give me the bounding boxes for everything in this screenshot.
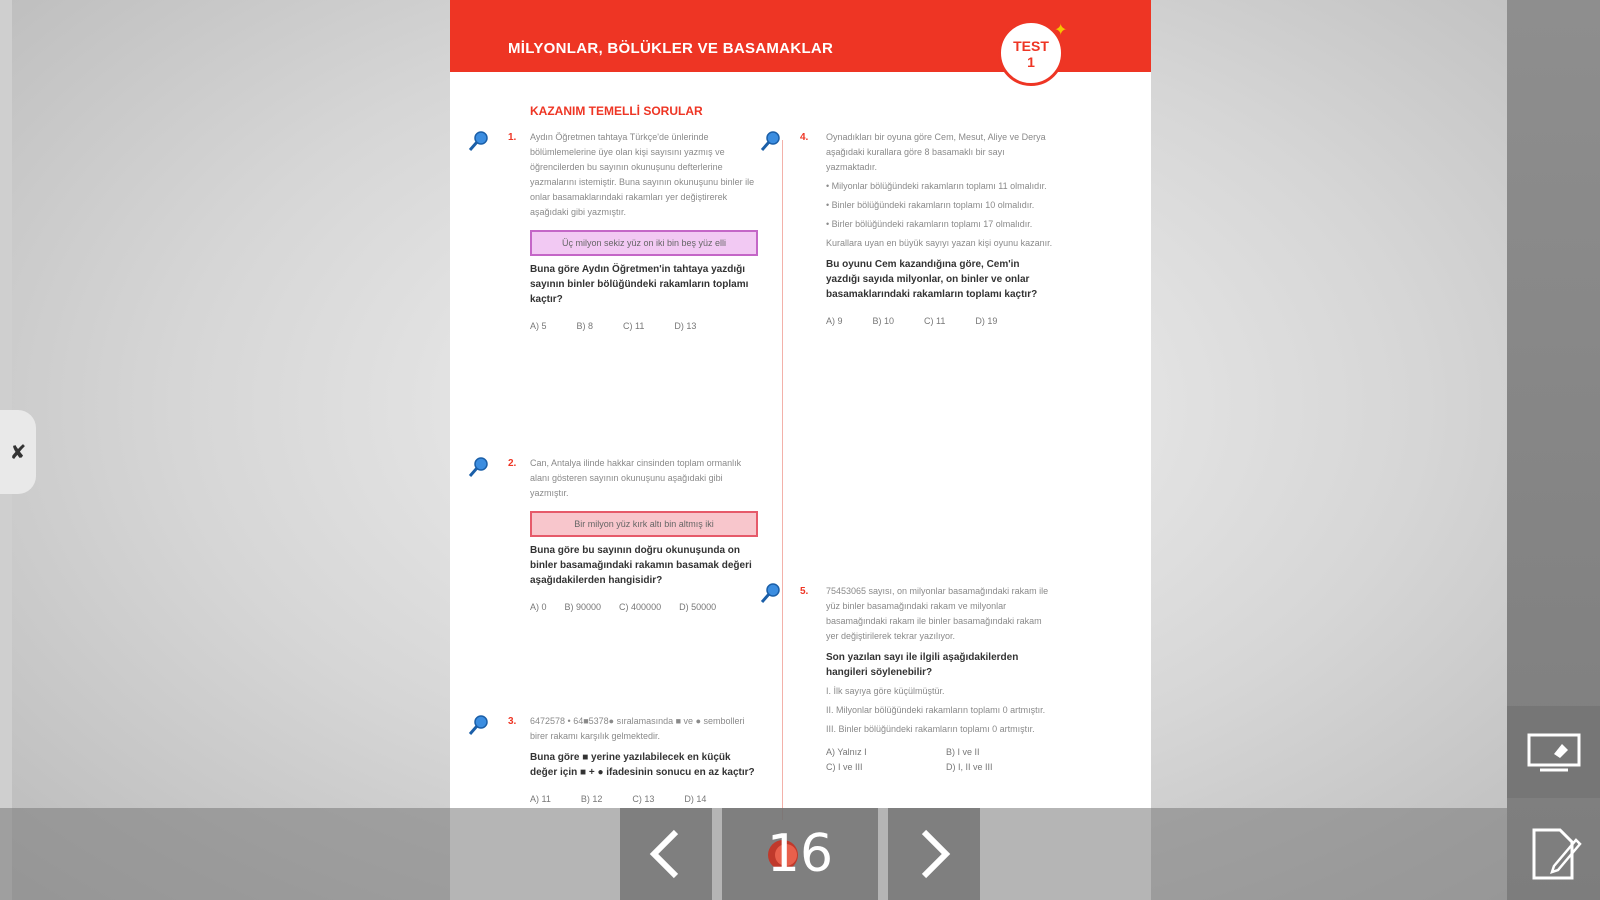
option-d[interactable]: D) I, II ve III	[946, 762, 993, 772]
question-box: Üç milyon sekiz yüz on iki bin beş yüz elli	[530, 230, 758, 256]
option-b[interactable]: B) 8	[576, 321, 594, 331]
answer-options	[826, 314, 1054, 329]
test-badge-number: 1	[1027, 54, 1035, 70]
prev-page-button[interactable]	[620, 808, 712, 900]
question-text: Can, Antalya ilinde hakkar cinsinden toplam ormanlık alanı gösteren sayının okunuşunu aşağıdaki gibi yazmıştır.	[530, 458, 742, 498]
option-c[interactable]: C) 400000	[619, 602, 662, 612]
option-c[interactable]: C) 13	[632, 794, 655, 804]
page-number-display[interactable]	[722, 808, 878, 900]
notes-button[interactable]	[1507, 808, 1600, 900]
option-b[interactable]: B) 90000	[564, 602, 602, 612]
option-b[interactable]: B) I ve II	[946, 747, 980, 757]
question-prompt: Buna göre Aydın Öğretmen'in tahtaya yazdığı sayının binler bölüğündeki rakamların toplamı kaçtır?	[530, 264, 749, 305]
question-2	[530, 456, 758, 615]
screen-mode-button[interactable]	[1507, 706, 1600, 798]
question-box: Bir milyon yüz kırk altı bin altmış iki	[530, 511, 758, 537]
option-c[interactable]: C) 11	[623, 321, 645, 331]
question-number: 4.	[800, 132, 809, 143]
answer-options	[826, 745, 1054, 775]
question-number: 3.	[508, 716, 517, 727]
answer-options	[530, 319, 758, 334]
question-number: 1.	[508, 132, 517, 143]
rule-bullet: • Binler bölüğündeki rakamların toplamı 10 olmalıdır.	[826, 200, 1035, 210]
chevron-left-icon	[646, 828, 686, 880]
question-prompt: Buna göre ■ yerine yazılabilecek en küçük değer için ■ + ● ifadesinin sonucu en az kaçtır?	[530, 752, 755, 778]
option-a[interactable]: A) 0	[530, 602, 547, 612]
column-divider	[782, 140, 783, 820]
option-c[interactable]: C) I ve III	[826, 762, 863, 772]
question-text: 6472578 • 64■5378● sıralamasında ■ ve ● sembolleri birer rakamı karşılık gelmektedir.	[530, 716, 745, 741]
question-3	[530, 714, 758, 807]
option-d[interactable]: D) 14	[684, 794, 707, 804]
test-badge-label: TEST	[1013, 38, 1049, 54]
chevron-right-icon	[914, 828, 954, 880]
spark-icon: ✦	[1054, 22, 1068, 39]
rule-bullet: • Birler bölüğündeki rakamların toplamı 17 olmalıdır.	[826, 219, 1033, 229]
question-number: 5.	[800, 586, 809, 597]
book-page	[450, 0, 1151, 900]
statement-item: II. Milyonlar bölüğündeki rakamların toplamı 0 artmıştır.	[826, 705, 1046, 715]
question-prompt: Buna göre bu sayının doğru okunuşunda on binler basamağındaki rakamın basamak değeri aşağıdakilerden hangisidir?	[530, 545, 752, 586]
magnifier-icon[interactable]	[760, 130, 782, 152]
statement-item: I. İlk sayıya göre küçülmüştür.	[826, 686, 945, 696]
option-b[interactable]: B) 12	[580, 794, 603, 804]
option-d[interactable]: D) 50000	[679, 602, 717, 612]
banner-title: MİLYONLAR, BÖLÜKLER VE BASAMAKLAR	[508, 40, 834, 57]
question-prompt: Son yazılan sayı ile ilgili aşağıdakilerden hangileri söylenebilir?	[826, 652, 1019, 678]
option-a[interactable]: A) 9	[826, 316, 843, 326]
option-a[interactable]: A) Yalnız I	[826, 747, 867, 757]
option-a[interactable]: A) 11	[530, 794, 551, 804]
magnifier-icon[interactable]	[760, 582, 782, 604]
option-a[interactable]: A) 5	[530, 321, 547, 331]
question-text: Aydın Öğretmen tahtaya Türkçe'de ünlerinde bölümlemelerine üye olan kişi sayısını yazmış ve öğrencilerden bu sayının okunuşunu defterlerine yazmalarını istemiştir. Buna sayının okunuşunu binler ile onlar basamaklarındaki rakamları yer değiştirerek aşağıdaki gibi yazmıştır.	[530, 132, 755, 217]
next-page-button[interactable]	[888, 808, 980, 900]
question-5	[826, 584, 1054, 775]
option-c[interactable]: C) 11	[924, 316, 946, 326]
magnifier-icon[interactable]	[468, 714, 490, 736]
edit-note-icon	[1526, 826, 1582, 882]
magnifier-icon[interactable]	[468, 456, 490, 478]
page-number: 16	[766, 824, 834, 884]
option-d[interactable]: D) 13	[674, 321, 697, 331]
rule-bullet: • Milyonlar bölüğündeki rakamların toplamı 11 olmalıdır.	[826, 181, 1047, 191]
statement-item: III. Binler bölüğündeki rakamların toplamı 0 artmıştır.	[826, 724, 1035, 734]
question-number: 2.	[508, 458, 517, 469]
question-extra: Kurallara uyan en büyük sayıyı yazan kişi oyunu kazanır.	[826, 238, 1053, 248]
side-panel-toggle[interactable]	[0, 410, 36, 494]
answer-options	[530, 600, 758, 615]
question-text: 75453065 sayısı, on milyonlar basamağındaki rakam ile yüz binler basamağındaki rakam ve milyonlar basamağındaki rakam ile binler basamağındaki rakam yer değiştirilerek tekrar yazılıyor.	[826, 586, 1049, 641]
screen-icon	[1526, 732, 1582, 772]
magnifier-icon[interactable]	[468, 130, 490, 152]
option-b[interactable]: B) 10	[872, 316, 895, 326]
answer-options	[530, 792, 758, 807]
section-title: KAZANIM TEMELLİ SORULAR	[530, 104, 703, 118]
question-prompt: Bu oyunu Cem kazandığına göre, Cem'in yazdığı sayıda milyonlar, on binler ve onlar basamaklarındaki rakamların toplamı kaçtır?	[826, 259, 1038, 300]
question-text: Oynadıkları bir oyuna göre Cem, Mesut, Aliye ve Derya aşağıdaki kurallara göre 8 basamaklı bir sayı yazmaktadır.	[826, 132, 1046, 172]
option-d[interactable]: D) 19	[975, 316, 998, 326]
question-1	[530, 130, 758, 334]
question-4	[826, 130, 1054, 329]
pin-icon: ✘	[9, 441, 27, 464]
